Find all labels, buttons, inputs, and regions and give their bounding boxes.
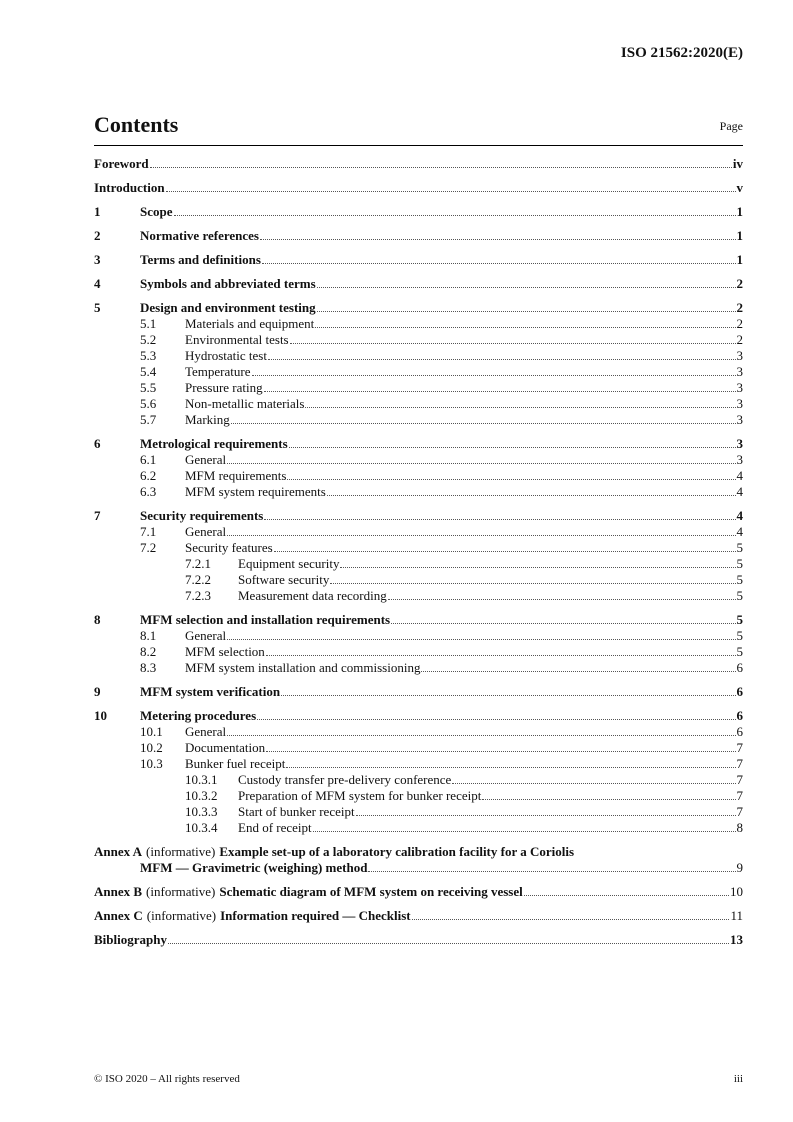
entry-title: Equipment security [238,556,340,571]
entry-title: Metering procedures [140,708,257,723]
entry-page: 4 [736,468,743,483]
entry-number: 6.2 [140,468,157,483]
entry-page: 7 [736,756,743,771]
entry-title: Environmental tests [185,332,289,347]
entry-page: 2 [736,332,743,347]
entry-title: General [185,724,227,739]
divider [94,145,743,146]
dot-leader [227,535,735,536]
entry-page: 1 [736,228,743,243]
annex-label: Annex C [94,908,143,923]
entry-page: 7 [736,788,743,803]
toc-entry[interactable] [94,612,743,628]
entry-title: Bunker fuel receipt [185,756,286,771]
entry-number: 5.4 [140,364,157,379]
dot-leader [264,519,735,520]
entry-number: 7.2.1 [185,556,211,571]
annex-note: (informative) [146,844,216,859]
dot-leader [268,359,736,360]
entry-number: 5.5 [140,380,157,395]
dot-leader [266,751,735,752]
entry-page: 8 [736,820,743,835]
entry-number: 5.3 [140,348,157,363]
dot-leader [287,479,735,480]
entry-title: MFM system verification [140,684,281,699]
dot-leader [274,551,736,552]
entry-title: Non-metallic materials [185,396,305,411]
entry-number: 3 [94,252,101,267]
entry-page: 6 [736,660,743,675]
annex-line [94,908,743,924]
dot-leader [391,623,735,624]
dot-leader [227,463,735,464]
dot-leader [330,583,735,584]
dot-leader [317,311,736,312]
entry-page: 3 [736,412,743,427]
entry-number: 7.2.3 [185,588,211,603]
dot-leader [252,375,736,376]
dot-leader [482,799,735,800]
toc-entry[interactable] [94,572,743,588]
dot-leader [289,447,736,448]
entry-title: General [185,628,227,643]
dot-leader [315,327,735,328]
entry-page: 6 [736,708,743,723]
entry-title: Bibliography [94,932,167,947]
dot-leader [168,943,729,944]
entry-title: MFM system installation and commissioning [185,660,421,675]
entry-number: 10.3 [140,756,163,771]
annex-line [94,844,743,860]
entry-number: 7.2 [140,540,157,555]
toc-entry[interactable] [94,756,743,772]
entry-page: 4 [736,484,743,499]
entry-page: 7 [736,804,743,819]
entry-title: General [185,452,227,467]
dot-leader [452,783,735,784]
dot-leader [412,919,730,920]
toc-annex-entry[interactable] [94,844,743,876]
toc-entry[interactable] [94,772,743,788]
entry-title: Pressure rating [185,380,263,395]
toc-entry[interactable] [94,804,743,820]
toc-entry[interactable] [94,588,743,604]
entry-title: MFM selection [185,644,265,659]
entry-page: 5 [736,588,743,603]
toc-entry[interactable] [94,380,743,396]
toc-entry[interactable] [94,316,743,332]
entry-number: 4 [94,276,101,291]
entry-number: 8.3 [140,660,157,675]
entry-title: Materials and equipment [185,316,315,331]
toc-entry[interactable] [94,364,743,380]
toc-entry[interactable] [94,156,743,172]
entry-number: 7.2.2 [185,572,211,587]
entry-title: Hydrostatic test [185,348,267,363]
annex-line-continued [94,860,743,876]
entry-page: 2 [736,276,743,291]
dot-leader [327,495,736,496]
entry-page: 6 [736,724,743,739]
entry-title: Temperature [185,364,251,379]
dot-leader [290,343,736,344]
entry-number: 7 [94,508,101,523]
entry-title: Design and environment testing [140,300,316,315]
annex-title-continued: MFM — Gravimetric (weighing) method [140,860,368,875]
dot-leader [305,407,735,408]
toc-entry[interactable] [94,540,743,556]
entry-title: Introduction [94,180,165,195]
entry-page: 3 [736,396,743,411]
entry-title: Software security [238,572,330,587]
entry-page: 3 [736,436,743,451]
entry-page: 5 [736,628,743,643]
annex-title: Information required — Checklist [220,908,411,923]
entry-title: Measurement data recording [238,588,387,603]
dot-leader [166,191,736,192]
toc-entry[interactable] [94,660,743,676]
entry-page: 2 [736,300,743,315]
entry-number: 8.2 [140,644,157,659]
entry-page: 7 [736,740,743,755]
entry-number: 2 [94,228,101,243]
dot-leader [340,567,735,568]
entry-page: 11 [730,908,743,923]
toc-entry[interactable] [94,412,743,428]
toc-entry[interactable] [94,204,743,220]
toc-entry[interactable] [94,180,743,196]
dot-leader [286,767,735,768]
dot-leader [260,239,736,240]
entry-title: General [185,524,227,539]
dot-leader [317,287,736,288]
entry-title: Custody transfer pre-delivery conference [238,772,452,787]
footer-page-number: iii [733,1073,743,1085]
toc-annex-entry[interactable] [94,884,743,900]
entry-number: 10.3.4 [185,820,218,835]
entry-number: 8.1 [140,628,157,643]
dot-leader [227,735,735,736]
entry-number: 5.7 [140,412,157,427]
toc-entry[interactable] [94,508,743,524]
entry-number: 10.2 [140,740,163,755]
toc-entry[interactable] [94,708,743,724]
annex-note: (informative) [146,884,216,899]
toc-entry[interactable] [94,332,743,348]
entry-page: 3 [736,348,743,363]
entry-page: 6 [736,684,743,699]
dot-leader [227,639,735,640]
dot-leader [368,871,735,872]
toc-entry[interactable] [94,644,743,660]
toc-entry[interactable] [94,484,743,500]
annex-note: (informative) [146,908,217,923]
toc-entry[interactable] [94,468,743,484]
entry-number: 5.6 [140,396,157,411]
entry-page: 5 [736,612,743,627]
entry-page: 9 [736,860,743,875]
entry-page: 3 [736,380,743,395]
dot-leader [281,695,735,696]
entry-page: v [736,180,743,195]
dot-leader [150,167,732,168]
page-column-label: Page [719,119,743,133]
toc-entry[interactable] [94,396,743,412]
toc-entry[interactable] [94,524,743,540]
toc-entry[interactable] [94,556,743,572]
entry-title: MFM requirements [185,468,287,483]
toc-entry[interactable] [94,452,743,468]
dot-leader [264,391,736,392]
entry-title: Security features [185,540,273,555]
entry-number: 8 [94,612,101,627]
document-id: ISO 21562:2020(E) [620,45,743,61]
entry-title: End of receipt [238,820,312,835]
entry-number: 6 [94,436,101,451]
page-title: Contents [94,112,179,137]
table-of-contents [94,148,743,948]
annex-label: Annex A [94,844,143,859]
dot-leader [257,719,735,720]
entry-page: 1 [736,252,743,267]
entry-page: 3 [736,452,743,467]
entry-page: 5 [736,644,743,659]
dot-leader [524,895,729,896]
entry-page: 3 [736,364,743,379]
entry-title: Security requirements [140,508,264,523]
dot-leader [262,263,736,264]
toc-entry[interactable] [94,684,743,700]
entry-title: Start of bunker receipt [238,804,355,819]
entry-title: Terms and definitions [140,252,261,267]
entry-number: 10 [94,708,107,723]
entry-page: 1 [736,204,743,219]
entry-number: 5 [94,300,101,315]
entry-title: Preparation of MFM system for bunker receipt [238,788,482,803]
toc-entry[interactable] [94,436,743,452]
toc-entry[interactable] [94,228,743,244]
entry-page: 5 [736,572,743,587]
entry-number: 6.1 [140,452,157,467]
entry-number: 10.1 [140,724,163,739]
entry-page: 13 [730,932,743,947]
entry-number: 10.3.1 [185,772,218,787]
dot-leader [421,671,735,672]
dot-leader [313,831,736,832]
entry-number: 6.3 [140,484,157,499]
entry-title: Symbols and abbreviated terms [140,276,316,291]
annex-label: Annex B [94,884,143,899]
entry-title: Foreword [94,156,149,171]
dot-leader [266,655,736,656]
toc-entry[interactable] [94,276,743,292]
dot-leader [388,599,736,600]
entry-number: 10.3.3 [185,804,218,819]
dot-leader [356,815,736,816]
entry-title: Scope [140,204,173,219]
entry-page: 4 [736,524,743,539]
entry-page: 5 [736,556,743,571]
entry-page: 5 [736,540,743,555]
entry-number: 7.1 [140,524,157,539]
entry-title: Normative references [140,228,259,243]
entry-number: 10.3.2 [185,788,218,803]
copyright-footer: © ISO 2020 – All rights reserved [94,1073,240,1085]
toc-entry[interactable] [94,628,743,644]
entry-page: iv [732,156,743,171]
dot-leader [231,423,736,424]
entry-number: 9 [94,684,101,699]
entry-number: 1 [94,204,101,219]
annex-title: Example set-up of a laboratory calibration facility for a Coriolis [219,844,575,859]
toc-entry[interactable] [94,740,743,756]
entry-title: Documentation [185,740,266,755]
toc-entry[interactable] [94,300,743,316]
toc-entry[interactable] [94,252,743,268]
toc-entry[interactable] [94,788,743,804]
entry-title: MFM system requirements [185,484,326,499]
entry-title: Metrological requirements [140,436,288,451]
toc-entry-bibliography[interactable] [94,932,743,948]
toc-annex-entry[interactable] [94,908,743,924]
annex-line [94,884,743,900]
entry-page: 2 [736,316,743,331]
entry-number: 5.2 [140,332,157,347]
entry-page: 7 [736,772,743,787]
toc-entry[interactable] [94,820,743,836]
entry-title: MFM selection and installation requirements [140,612,391,627]
annex-title: Schematic diagram of MFM system on receiving vessel [219,884,523,899]
entry-title: Marking [185,412,230,427]
dot-leader [174,215,736,216]
entry-page: 4 [736,508,743,523]
entry-page: 10 [730,884,743,899]
toc-entry[interactable] [94,348,743,364]
toc-entry[interactable] [94,724,743,740]
entry-number: 5.1 [140,316,157,331]
